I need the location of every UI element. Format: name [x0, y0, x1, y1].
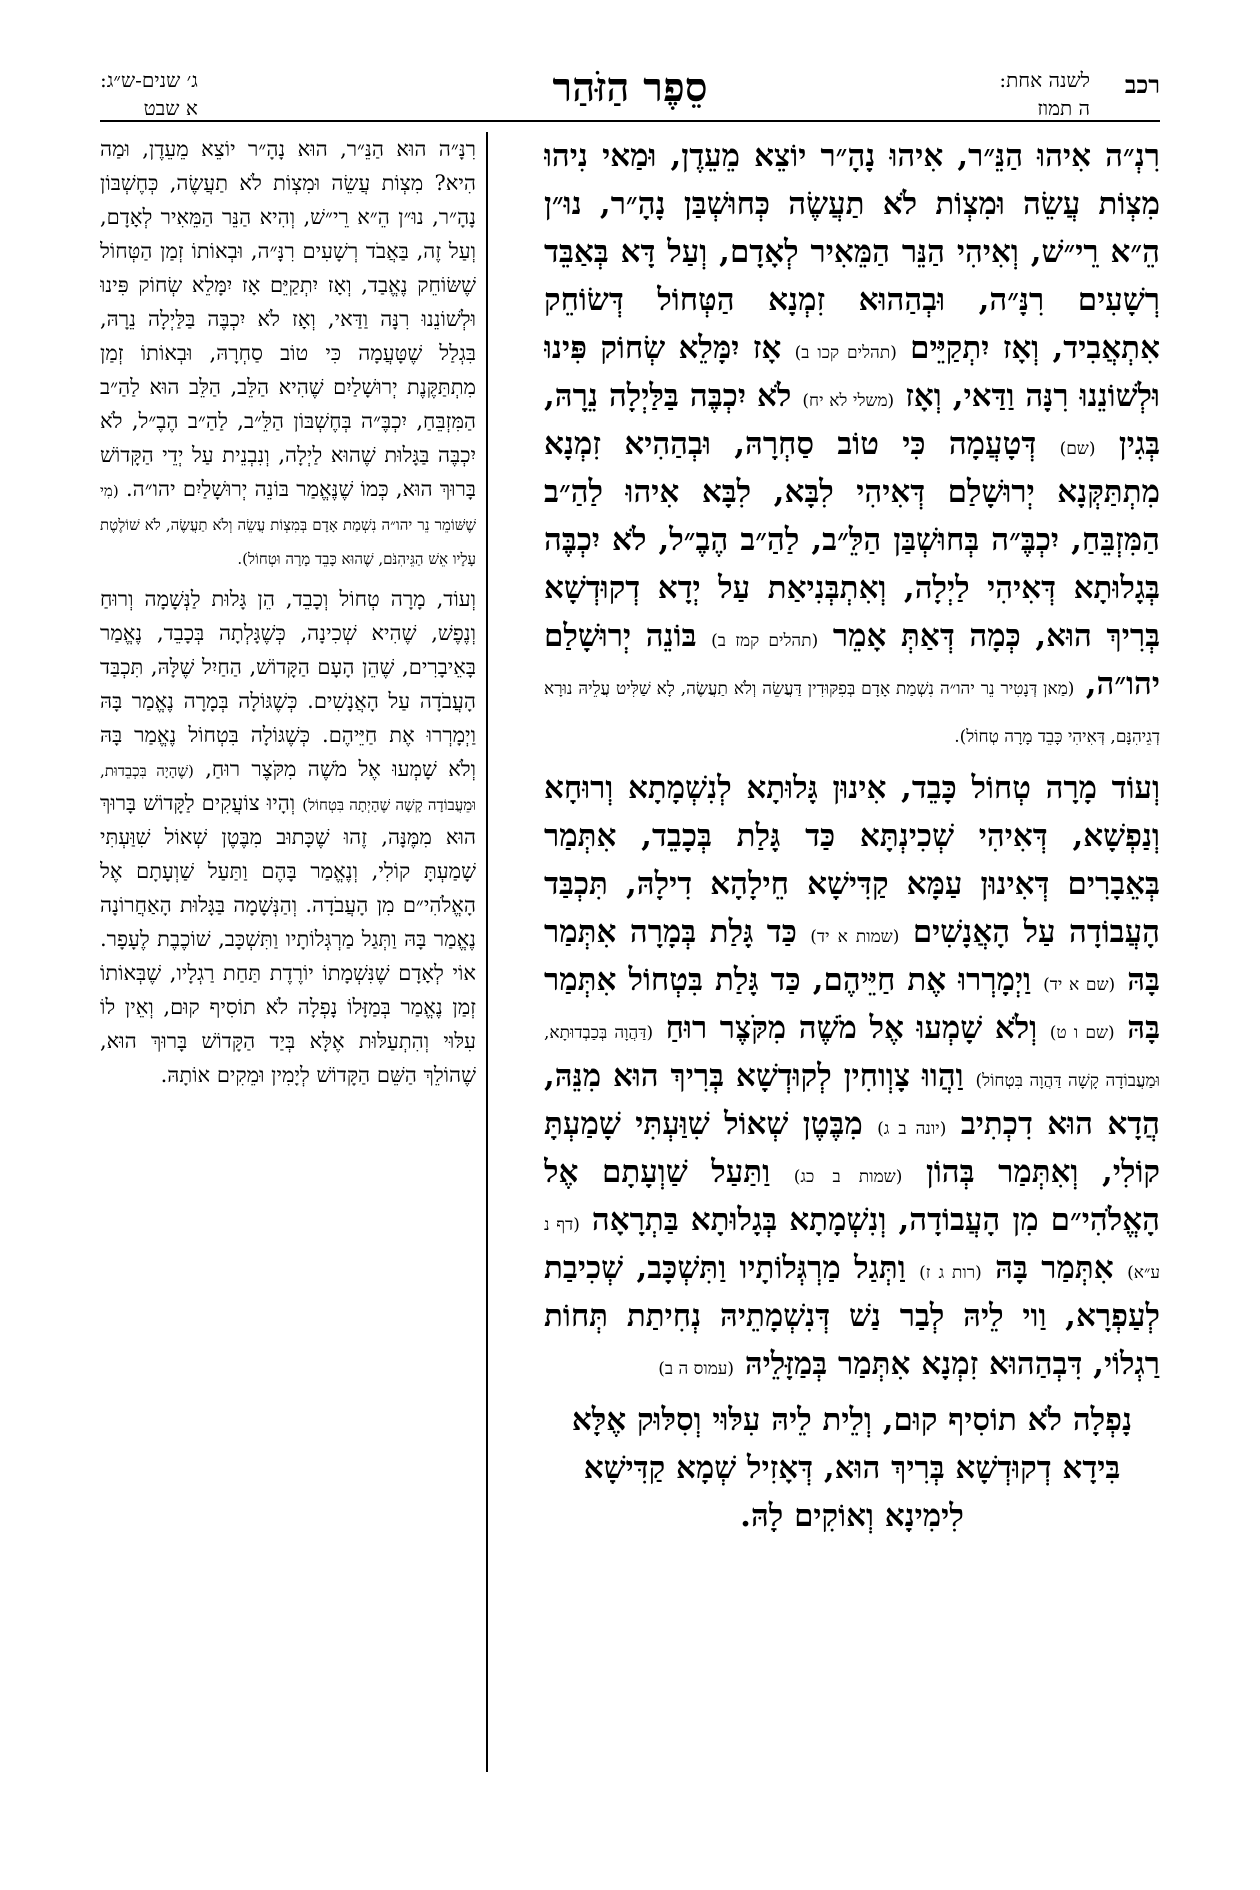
ref-rut-3-7: (רות ג ז): [919, 1263, 982, 1283]
side-text: וְעוֹד, מָרָה טְחוֹל וְכָבֵד, הֵן גָּלוּת לַנְּשָׁמָה וְרוּחַ וְנֶפֶשׁ, שֶׁהִיא שְׁכִינָה, כְּשֶׁגָּלְתָה בְּכָבֵד, נֶאֱמַר בָּאֵיבָרִים, שֶׁהֵן הָעָם הַקָּדוֹשׁ, הַחַיִל שֶׁלָּהּ, תִּכְבַּד הָעֲבֹדָה עַל הָאֲנָשִׁים. כְּשֶׁגּוֹלָה בְּמָרָה נֶאֱמַר בָּהּ וַיְמָרְרוּ אֶת חַיֵּיהֶם. כְּשֶׁגּוֹלָה בִּטְחוֹל נֶאֱמַר בָּהּ וְלֹא שָׁמְעוּ אֶל מֹשֶׁה מִקֹּצֶר רוּחַ,: [100, 587, 476, 781]
main-text: וַתְּגַל מַרְגְּלוֹתָיו וַתִּשְׁכָּב, שְׁכִיבַת לְעַפְרָא, וַוי לֵיהּ לְבַר נַשׁ דְּנִשְׁמָתֵיהּ נְחִיתַת תְּחוֹת רַגְלוֹי, דִּבְהַהוּא זִמְנָא אִתְּמַר בְּמַזָּלֵיהּ: [544, 1250, 1160, 1382]
page-number: רכב: [1124, 70, 1160, 99]
side-text: רִנָּ״ה הוּא הַנֵּ״ר, הוּא נָהָ״ר יוֹצֵא מֵעֵדֶן, וּמַה הִיא? מִצְוֹת עֲשֵׂה וּמִצְוֹת לֹא תַעֲשֶׂה, כְּחֶשְׁבּוֹן נָהָ״ר, נוּ״ן הֵ״א רֵי״שׁ, וְהִיא הַנֵּר הַמֵּאִיר לְאָדָם, וְעַל זֶה, בַּאֲבֹד רְשָׁעִים רִנָּ״ה, וּבְאוֹתוֹ זְמַן הַטְּחוֹל שֶׁשּׂוֹחֵק נֶאֱבַד, וְאָז יִתְקַיֵּם אָז יִמָּלֵא שְׂחוֹק פִּינוּ וּלְשׁוֹנֵנוּ רִנָּה וַדַּאי, וְאָז לֹא יִכְבֶּה בַּלַּיְלָה נֵרָהּ, בִּגְלַל שֶׁטָּעֲמָה כִּי טוֹב סַחְרָהּ, וּבְאוֹתוֹ זְמַן מִתְתַּקֶּנֶת יְרוּשָׁלַיִם שֶׁהִיא הַלֵּב, הַלֵּב הוּא לַהַ״ב הַמִּזְבֵּחַ, יִכְבֶּ״ה בְּחֶשְׁבּוֹן הַלֵּ״ב, לַהַ״ב הֶבֶ״ל, לֹא יִכְבֶּה בַּגָּלוּת שֶׁהוּא לַיְלָה, וְנִבְנֵית עַל יְדֵי הַקָּדוֹשׁ בָּרוּךְ הוּא, כְּמוֹ שֶׁנֶּאֱמַר בּוֹנֵה יְרוּשָׁלַיִם יהו״ה.: [100, 137, 476, 501]
ref-mishlei-31: (משלי לא יח): [802, 391, 895, 411]
page-header: [100, 60, 1160, 126]
main-text: דְּטָעֲמָה כִּי טוֹב סַחְרָהּ, וּבְהַהִיא זִמְנָא מִתְתַּקְּנָא יְרוּשָׁלַם דְּאִיהִי לִבָּא, לִבָּא אִיהוּ לַהַ״ב הַמִּזְבֵּחַ, יִכְבֶּ״ה בְּחוּשְׁבַּן הַלֵּ״ב, לַהַ״ב הֶבֶ״ל, לֹא יִכְבֶּה בְּגָלוּתָא דְּאִיהִי לַיְלָה, וְאִתְבְּנִיאַת עַל יְדָא דְקוּדְשָׁא בְּרִיךְ הוּא, כְּמָה דְּאַתְּ אָמֵר: [544, 426, 1160, 654]
main-text: וְעוֹד מָרָה טְחוֹל כָּבֵד, אִינוּן גָּלוּתָא לְנִשְׁמָתָא וְרוּחָא וְנַפְשָׁא, דְּאִיהִי שְׁכִינְתָּא כַּד גָּלַת בְּכָבֵד, אִתְּמַר בְּאֵבָרִים דְּאִינוּן עַמָּא קַדִּישָׁא חֵילָהָא דִילָהּ, תִּכְבַּד הָעֲבוֹדָה עַל הָאֲנָשִׁים: [544, 770, 1160, 950]
main-text: וַתַּעַל שַׁוְעָתָם אֶל הָאֱלֹהִי״ם מִן הָעֲבוֹדָה, וְנִשְׁמָתָא בְּגָלוּתָא בַּתְרָאָה: [544, 1154, 1160, 1238]
main-text: אִתְּמַר בָּהּ: [995, 1250, 1114, 1286]
side-parenthetical: (מִי שֶׁשּׁוֹמֵר נֵר יהו״ה נִשְׁמַת אָדָם בְּמִצְוֹת עֲשֵׂה וְלֹא תַעֲשֶׂה, לֹא שׁוֹלֶטֶת עָלָיו אֵשׁ הַגֵּיהִנֹּם, שֶׁהוּא כָּבֵד מָרָה וּטְחוֹל).: [100, 482, 476, 568]
side-text: וְהָיוּ צוֹעֲקִים לַקָּדוֹשׁ בָּרוּךְ הוּא מִמֶּנָּה, זֶהוּ שֶׁכָּתוּב מִבֶּטֶן שְׁאוֹל שִׁוַּעְתִּי שָׁמַעְתָּ קוֹלִי, וְנֶאֱמַר בָּהֶם וַתַּעַל שַׁוְעָתָם אֶל הָאֱלֹהִי״ם מִן הָעֲבֹדָה. וְהַנְּשָׁמָה בַּגָּלוּת הָאַחֲרוֹנָה נֶאֱמַר בָּהּ וַתְּגַל מַרְגְּלוֹתָיו וַתִּשְׁכָּב, שׁוֹכֶבֶת לֶעָפָר. אוֹי לְאָדָם שֶׁנִּשְׁמָתוֹ יוֹרֶדֶת תַּחַת רַגְלָיו, שֶׁבְּאוֹתוֹ זְמַן נֶאֱמַר בְּמַזָּלוֹ נָפְלָה לֹא תוֹסִיף קוּם, וְאֵין לוֹ עִלּוּי וְהִתְעַלּוּת אֶלָּא בְּיַד הַקָּדוֹשׁ בָּרוּךְ הוּא, שֶׁהוֹלֵךְ הַשֵּׁם הַקָּדוֹשׁ לְיָמִין וּמֵקִים אוֹתָהּ.: [100, 791, 476, 1087]
ref-daf: (דף נ ע״א): [544, 1215, 1160, 1283]
schedule-right-line2: ה תמוז: [1037, 96, 1090, 120]
main-closing: נָפְלָה לֹא תוֹסִיף קוּם, וְלֵית לֵיהּ עִלּוּי וְסִלּוּק אֶלָּא בִּידָא דְקוּדְשָׁא בְּרִיךְ הוּא, דְּאָזִיל שְׁמָא קַדִּישָׁא לִימִינָא וְאוֹקִים לָהּ.: [571, 1402, 1133, 1534]
schedule-left-line1: ג׳ שנים-ש״ג:: [100, 68, 198, 92]
hebrew-translation-column: [100, 132, 476, 1872]
schedule-left: [100, 66, 198, 122]
ref-shemot-2-23: (שמות ב כג): [793, 1167, 903, 1187]
main-text: וַהֲווּ צָוְוחִין לְקוּדְשָׁא בְּרִיךְ הוּא מִנֵּהּ, הֲדָא הוּא דִכְתִיב: [544, 1058, 1160, 1142]
main-text: כַּד גָּלַת בְּמָרָה אִתְּמַר בָּהּ: [544, 914, 1160, 998]
main-text: מִבֶּטֶן שְׁאוֹל שִׁוַּעְתִּי שָׁמַעְתָּ קוֹלִי, וְאִתְּמַר בְּהוֹן: [544, 1106, 1160, 1190]
main-text: בּוֹנֵה יְרוּשָׁלַם יהו״ה,: [544, 618, 1160, 702]
aramaic-column: [544, 132, 1160, 1872]
main-text: לֹא יִכְבֶּה בַּלַּיְלָה נֵרָהּ, בְּגִין: [544, 378, 1160, 462]
schedule-right-line1: לשנה אחת:: [999, 68, 1090, 92]
schedule-right: [999, 66, 1090, 122]
main-parenthetical: (מַאן דְּנָטִיר נֵר יהו״ה נִשְׁמַת אָדָם בְּפִקּוּדִין דַּעֲשֵׂה וְלֹא תַעֲשֶׂה, לָא שַׁלִּיט עֲלֵיהּ נוּרָא דְגֵיהִנָּם, דְּאִיהִי כָּבֵד מָרָה טְחוֹל).: [544, 679, 1160, 747]
main-paragraph: [544, 132, 1160, 756]
main-text: רִנְ״ה אִיהוּ הַנֵּ״ר, אִיהוּ נָהָ״ר יוֹצֵא מֵעֵדֶן, וּמַאי נִיהוּ מִצְוֹת עֲשֵׂה וּמִצְוֹת לֹא תַעֲשֶׂה כְּחוּשְׁבַּן נָהָ״ר, נוּ״ן הֵ״א רֵי״שׁ, וְאִיהִי הַנֵּר הַמֵּאִיר לְאָדָם, וְעַל דָּא בְּאַבֵּד רְשָׁעִים רִנָּ״ה, וּבְהַהוּא זִמְנָא הַטְּחוֹל דְּשׂוֹחֵק אִתְאֲבִיד, וְאָז יִתְקַיֵּים: [544, 138, 1160, 366]
main-parenthetical: (דַּהֲוָה בְּכַבְדוּתָא, וּמַעֲבוֹדָה קָשָׁה דַּהֲוָה בִּטְחוֹל): [544, 1023, 1160, 1091]
ref-yona-2-3: (יונה ב ג): [877, 1119, 947, 1139]
side-paragraph: [100, 132, 476, 574]
ref-tehillim-147: (תהלים קמז ב): [711, 631, 819, 651]
main-paragraph: [544, 764, 1160, 1388]
ref-shemot-1-14: (שמות א יד): [810, 927, 900, 947]
side-parenthetical: (שֶׁהָיָה בִּכְבֵדוּת, וּמֵעֲבוֹדָה קָשָׁה שֶׁהָיְתָה בִּטְחוֹל): [100, 762, 476, 814]
ref-sham-1-14: (שם א יד): [1043, 975, 1116, 995]
column-divider: [486, 132, 488, 1772]
header-rule: [100, 120, 1160, 122]
ref-sham-6-9: (שם ו ט): [1049, 1023, 1115, 1043]
main-text: וְלֹא שָׁמְעוּ אֶל מֹשֶׁה מִקֹּצֶר רוּחַ: [665, 1010, 1038, 1046]
side-paragraph: [100, 582, 476, 1092]
ref-sham: (שם): [1059, 439, 1096, 459]
ref-tehillim-126: (תהלים קכו ב): [794, 343, 897, 363]
ref-amos-5-2: (עמוס ה ב): [658, 1359, 735, 1379]
page-title: סֵפֶר הַזֹּהַר: [552, 64, 708, 111]
schedule-left-line2: א שבט: [143, 96, 198, 120]
main-text: אָז יִמָּלֵא שְׂחוֹק פִּינוּ וּלְשׁוֹנֵנוּ רִנָּה וַדַּאי, וְאָז: [544, 330, 1160, 414]
main-text: וַיְמָרְרוּ אֶת חַיֵּיהֶם, כַּד גָּלַת בִּטְחוֹל אִתְּמַר בָּהּ: [544, 962, 1160, 1046]
